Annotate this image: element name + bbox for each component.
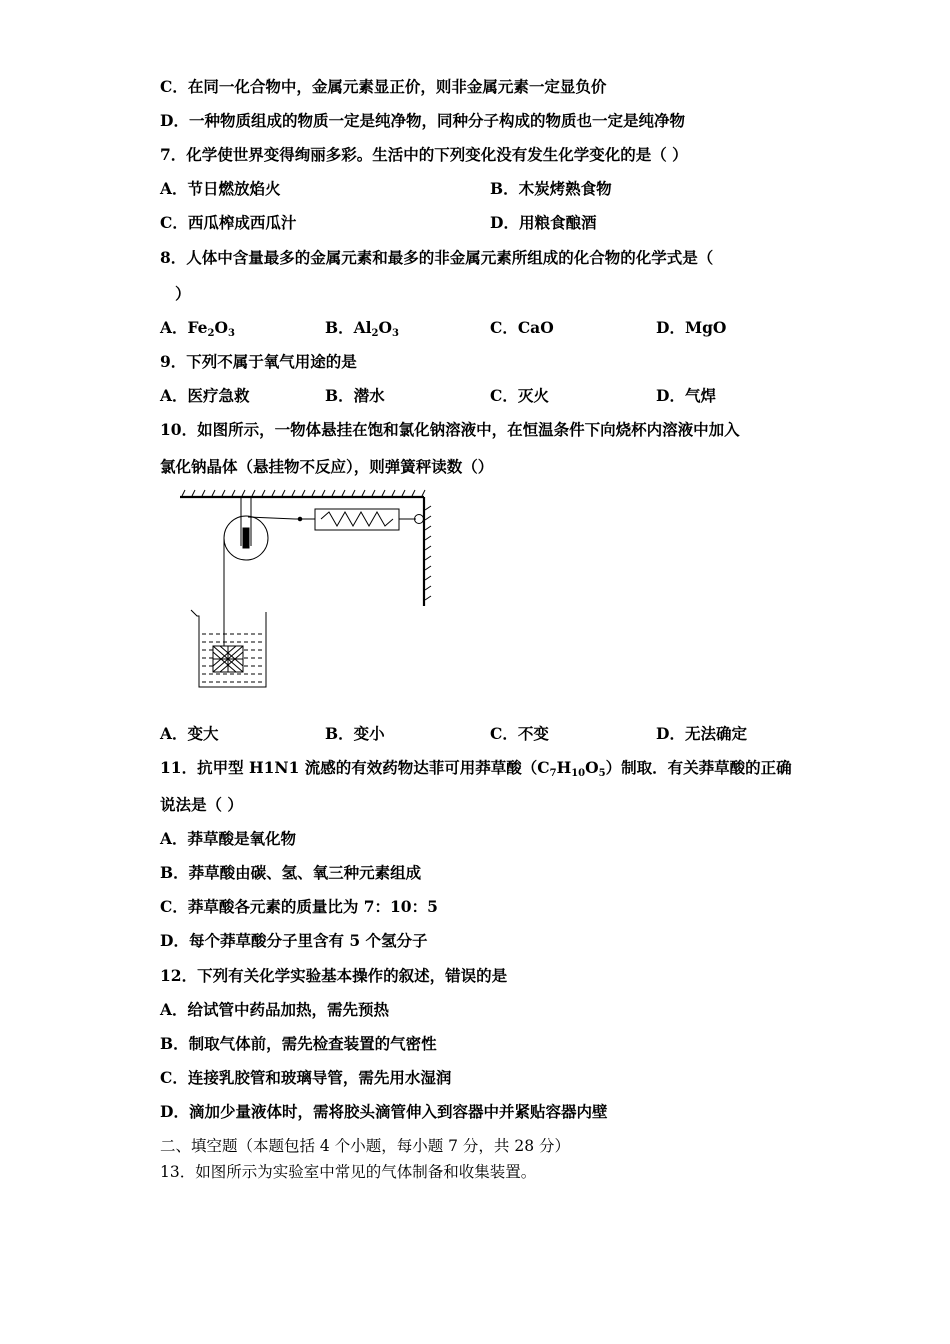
- q11-option-c: C．莽草酸各元素的质量比为 7：10：5: [160, 897, 438, 916]
- q7-stem: 7．化学使世界变得绚丽多彩。生活中的下列变化没有发生化学变化的是（ ）: [160, 145, 688, 164]
- q6-option-c: C．在同一化合物中，金属元素显正价，则非金属元素一定显负价: [160, 77, 607, 96]
- q10-option-b: B．变小: [325, 724, 385, 743]
- q8-option-b: B．$Al_2O_3$: [325, 318, 399, 339]
- q8-option-c: C．CaO: [490, 318, 554, 337]
- q9-option-b: B．潜水: [325, 386, 385, 405]
- wall-hatching: [425, 506, 431, 600]
- q10-option-d: D．无法确定: [656, 724, 747, 743]
- ceiling-hatching: [182, 490, 425, 496]
- q10-option-a: A．变大: [160, 724, 219, 743]
- pulley-axle: [243, 528, 249, 548]
- spring: [321, 512, 393, 526]
- q7-option-a: A．节日燃放焰火: [160, 179, 281, 198]
- q12-option-b: B．制取气体前，需先检查装置的气密性: [160, 1034, 437, 1053]
- q12-option-d: D．滴加少量液体时，需将胶头滴管伸入到容器中并紧贴容器内壁: [160, 1102, 608, 1121]
- q8-option-d: D．MgO: [656, 318, 727, 337]
- q9-option-c: C．灭火: [490, 386, 549, 405]
- q10-stem-line2: 氯化钠晶体（悬挂物不反应），则弹簧秤读数（）: [160, 457, 494, 476]
- q7-option-d: D．用粮食酿酒: [490, 213, 597, 232]
- q11-option-d: D．每个莽草酸分子里含有 5 个氢分子: [160, 931, 428, 950]
- q12-option-c: C．连接乳胶管和玻璃导管，需先用水湿润: [160, 1068, 452, 1087]
- hanging-object-pattern: [213, 646, 243, 672]
- q9-option-a: A．医疗急救: [160, 386, 250, 405]
- section-heading-fill-in: 二、填空题（本题包括 4 个小题，每小题 7 分，共 28 分）: [160, 1137, 571, 1155]
- q8-option-a: A．$Fe_2O_3$: [160, 318, 235, 339]
- q6-option-d: D．一种物质组成的物质一定是纯净物，同种分子构成的物质也一定是纯净物: [160, 111, 685, 130]
- q11-stem-line1: 11．抗甲型 H1N1 流感的有效药物达菲可用莽草酸$(C_7H_{10}O_5)$制取．有关莽草酸的正确: [160, 758, 792, 779]
- spring-scale-beaker-figure: [175, 488, 440, 698]
- q10-stem-line1: 10．如图所示，一物体悬挂在饱和氯化钠溶液中，在恒温条件下向烧杯内溶液中加入: [160, 420, 740, 439]
- q9-stem: 9．下列不属于氧气用途的是: [160, 352, 357, 371]
- q8-stem-line1: 8．人体中含量最多的金属元素和最多的非金属元素所组成的化合物的化学式是（: [160, 248, 714, 267]
- q8-stem-line2: ）: [175, 284, 191, 303]
- q7-option-c: C．西瓜榨成西瓜汁: [160, 213, 297, 232]
- q11-option-b: B．莽草酸由碳、氢、氧三种元素组成: [160, 863, 422, 882]
- q9-option-d: D．气焊: [656, 386, 716, 405]
- q13-stem: 13．如图所示为实验室中常见的气体制备和收集装置。: [160, 1163, 537, 1181]
- q11-stem-line2: 说法是（ ）: [160, 795, 243, 814]
- q11-option-a: A．莽草酸是氧化物: [160, 829, 297, 848]
- q12-option-a: A．给试管中药品加热，需先预热: [160, 1000, 390, 1019]
- q12-stem: 12．下列有关化学实验基本操作的叙述，错误的是: [160, 966, 508, 985]
- q10-option-c: C．不变: [490, 724, 549, 743]
- q7-option-b: B．木炭烤熟食物: [490, 179, 612, 198]
